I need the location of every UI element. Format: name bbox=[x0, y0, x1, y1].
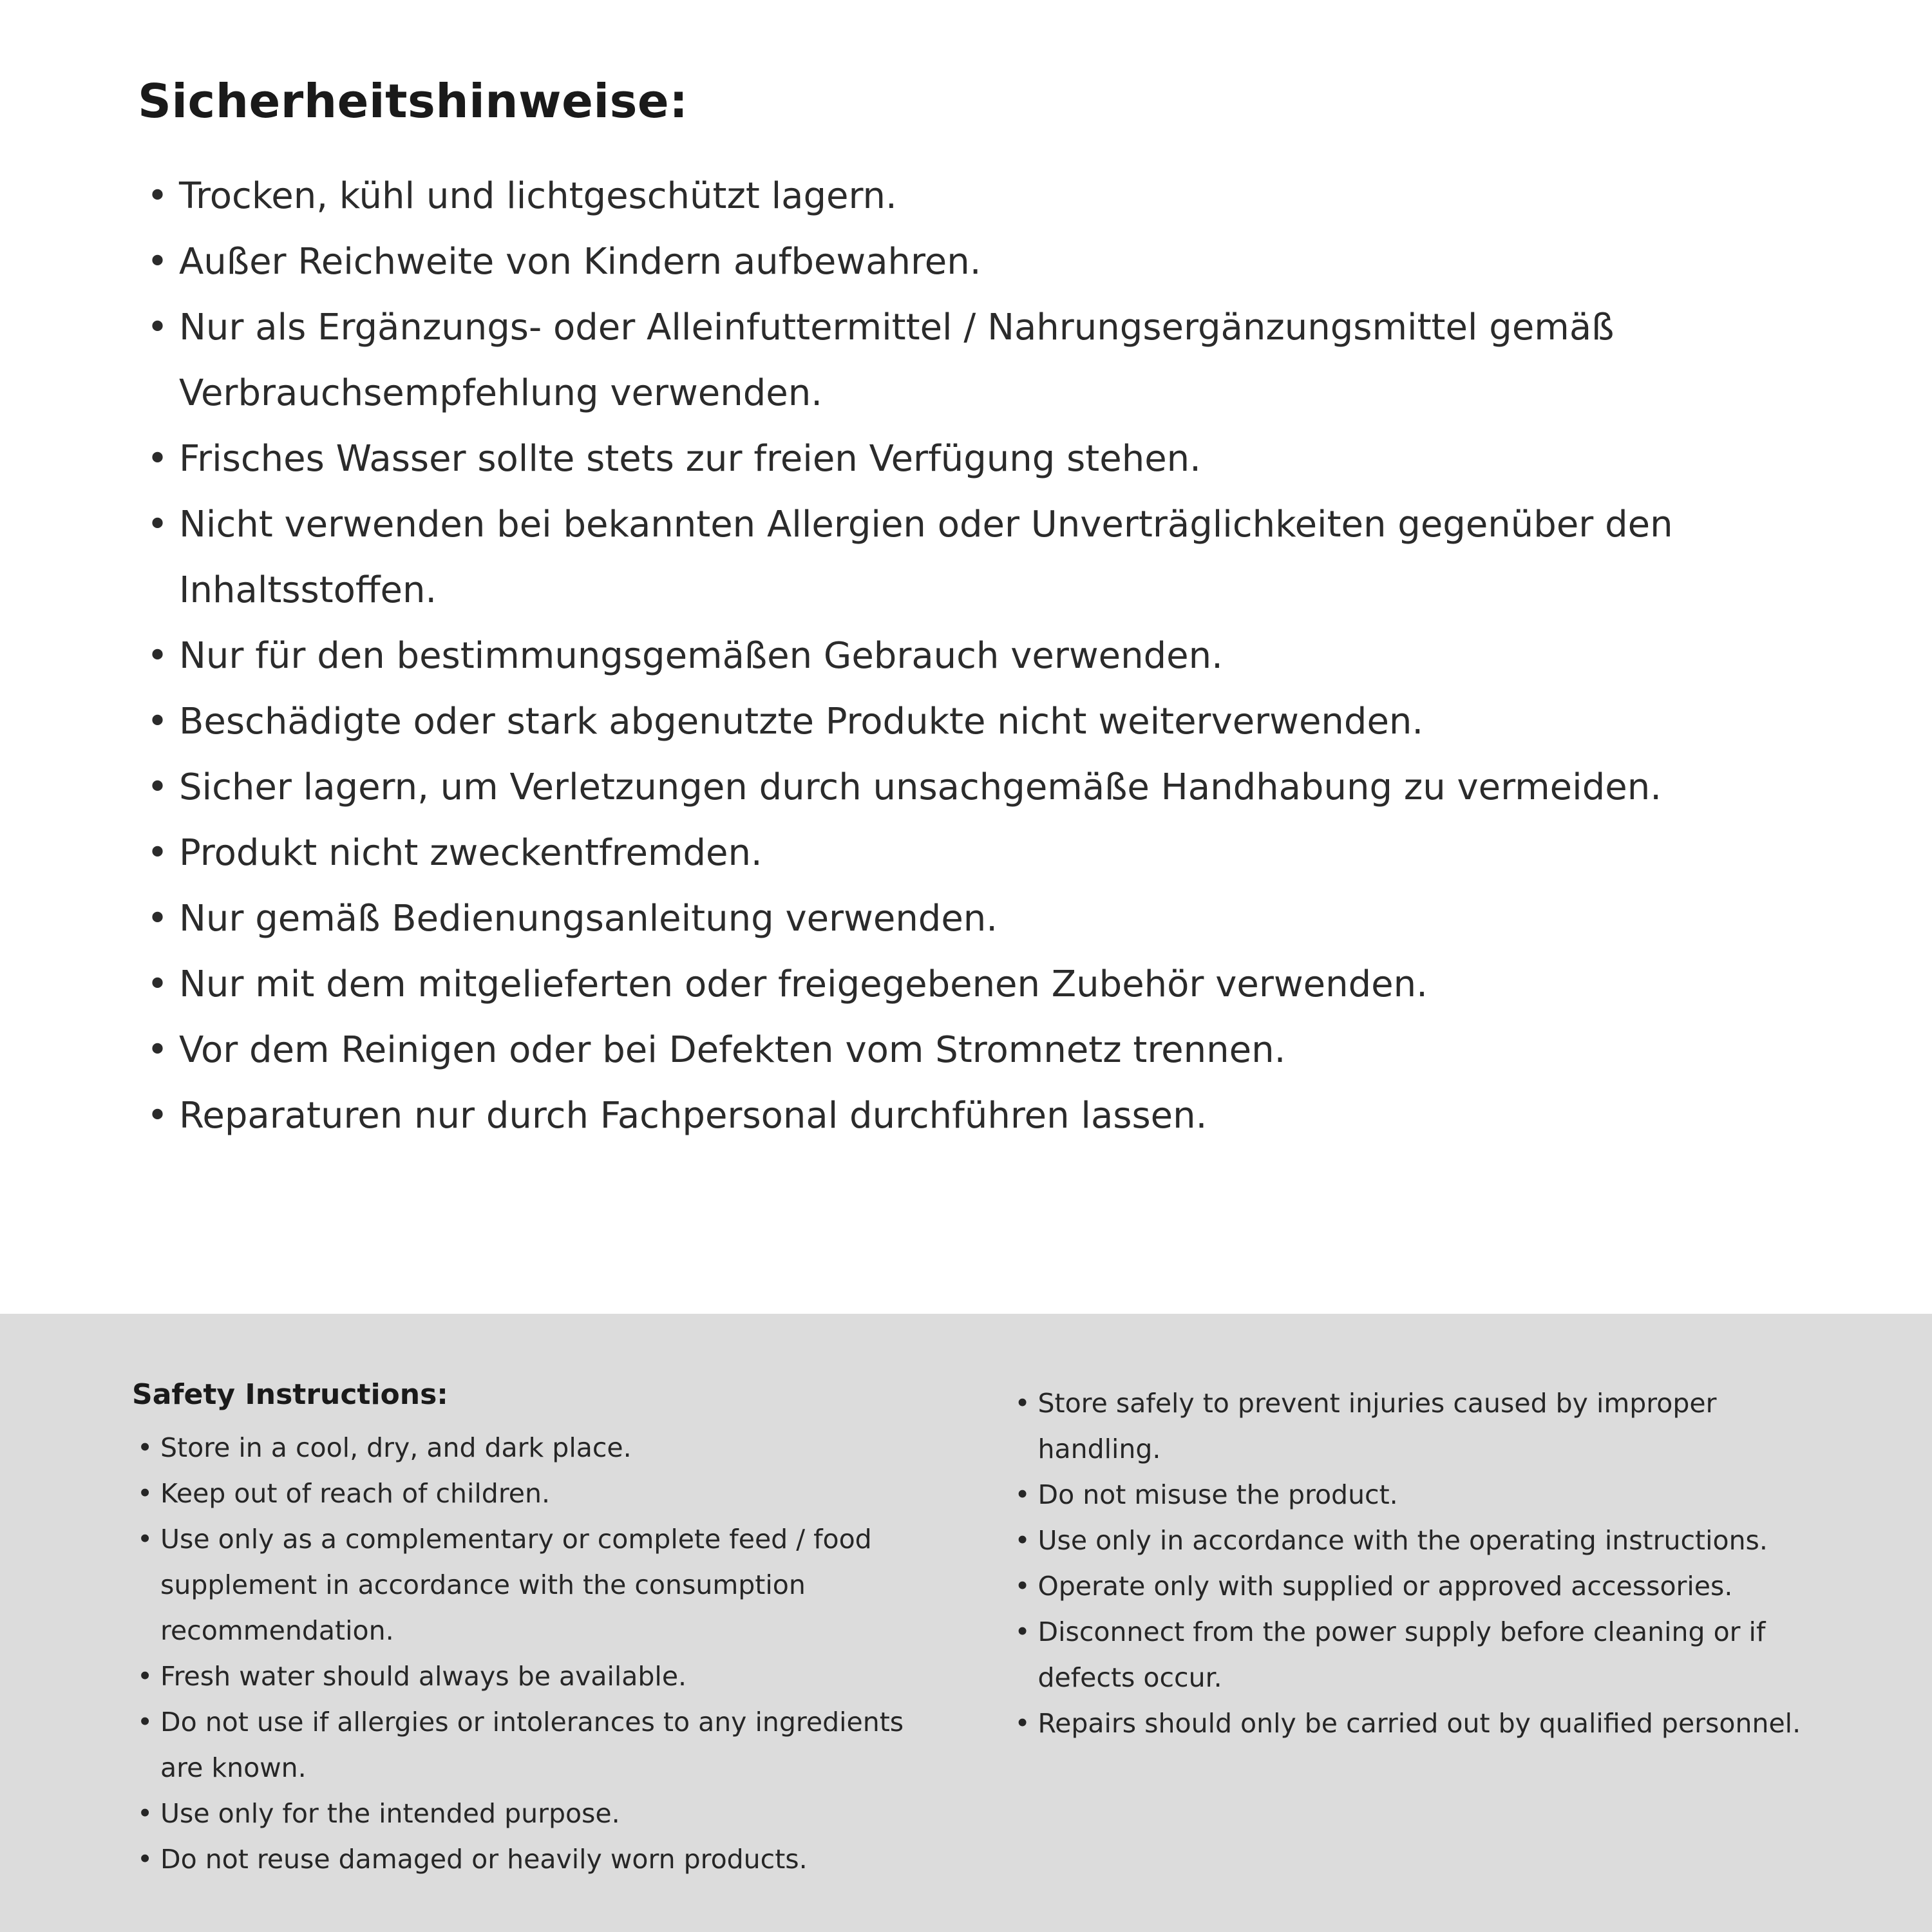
list-item-text: Nur gemäß Bedienungsanleitung verwenden. bbox=[179, 898, 998, 940]
list-item-text: Store in a cool, dry, and dark place. bbox=[160, 1432, 632, 1463]
list-item-text: Use only as a complementary or complete feed / food supplement in accordance with the consumption recommendation. bbox=[160, 1524, 872, 1646]
list-item-text: Reparaturen nur durch Fachpersonal durchführen lassen. bbox=[179, 1095, 1208, 1137]
german-section-title: Sicherheitshinweise: bbox=[138, 74, 688, 128]
list-item bbox=[138, 1083, 1810, 1149]
list-item-text: Nur als Ergänzungs- oder Alleinfuttermittel / Nahrungsergänzungsmittel gemäß Verbrauchsempfehlung verwenden. bbox=[179, 307, 1615, 414]
list-item-text: Frisches Wasser sollte stets zur freien Verfügung stehen. bbox=[179, 438, 1201, 480]
bullet-icon: • bbox=[137, 1478, 153, 1509]
bullet-icon: • bbox=[1014, 1388, 1030, 1419]
list-item-text: Repairs should only be carried out by qualified personnel. bbox=[1037, 1708, 1801, 1739]
list-item-text: Nur für den bestimmungsgemäßen Gebrauch verwenden. bbox=[179, 635, 1223, 677]
list-item bbox=[1010, 1472, 1830, 1518]
list-item-text: Nur mit dem mitgelieferten oder freigegebenen Zubehör verwenden. bbox=[179, 963, 1428, 1005]
list-item-text: Trocken, kühl und lichtgeschützt lagern. bbox=[179, 175, 897, 217]
list-item bbox=[1010, 1381, 1830, 1472]
list-item-text: Vor dem Reinigen oder bei Defekten vom Stromnetz trennen. bbox=[179, 1029, 1286, 1071]
list-item-text: Fresh water should always be available. bbox=[160, 1661, 687, 1692]
list-item-text: Sicher lagern, um Verletzungen durch unsachgemäße Handhabung zu vermeiden. bbox=[179, 766, 1662, 808]
bullet-icon: • bbox=[1014, 1571, 1030, 1602]
list-item bbox=[132, 1471, 952, 1517]
bullet-icon: • bbox=[147, 241, 169, 283]
list-item bbox=[132, 1837, 952, 1882]
bullet-icon: • bbox=[147, 701, 169, 743]
list-item bbox=[132, 1700, 952, 1791]
list-item-text: Außer Reichweite von Kindern aufbewahren. bbox=[179, 241, 981, 283]
list-item-text: Operate only with supplied or approved accessories. bbox=[1037, 1571, 1733, 1602]
list-item-text: Do not reuse damaged or heavily worn products. bbox=[160, 1844, 808, 1875]
german-safety-list bbox=[138, 164, 1810, 1149]
list-item bbox=[138, 295, 1810, 426]
list-item-text: Keep out of reach of children. bbox=[160, 1478, 551, 1509]
bullet-icon: • bbox=[1014, 1708, 1030, 1739]
list-item bbox=[138, 952, 1810, 1018]
list-item-text: Use only for the intended purpose. bbox=[160, 1798, 620, 1829]
bullet-icon: • bbox=[147, 504, 169, 545]
english-columns bbox=[132, 1378, 1829, 1882]
bullet-icon: • bbox=[137, 1844, 153, 1875]
english-section-title: Safety Instructions: bbox=[132, 1378, 448, 1411]
list-item bbox=[132, 1791, 952, 1837]
bullet-icon: • bbox=[147, 1029, 169, 1071]
bullet-icon: • bbox=[137, 1432, 153, 1463]
list-item bbox=[1010, 1701, 1830, 1747]
list-item-text: Beschädigte oder stark abgenutzte Produkte nicht weiterverwenden. bbox=[179, 701, 1424, 743]
bullet-icon: • bbox=[147, 175, 169, 217]
list-item-text: Do not misuse the product. bbox=[1037, 1479, 1398, 1510]
list-item bbox=[1010, 1518, 1830, 1564]
english-safety-list-left bbox=[132, 1425, 952, 1882]
list-item bbox=[132, 1654, 952, 1700]
list-item bbox=[138, 886, 1810, 952]
list-item-text: Nicht verwenden bei bekannten Allergien oder Unverträglichkeiten gegenüber den Inhaltsstoffen. bbox=[179, 504, 1673, 611]
bullet-icon: • bbox=[147, 898, 169, 940]
list-item-text: Disconnect from the power supply before cleaning or if defects occur. bbox=[1037, 1616, 1766, 1693]
bullet-icon: • bbox=[1014, 1616, 1030, 1647]
bullet-icon: • bbox=[147, 963, 169, 1005]
english-right-column bbox=[1010, 1378, 1830, 1882]
bullet-icon: • bbox=[137, 1707, 153, 1738]
list-item bbox=[138, 426, 1810, 492]
list-item bbox=[138, 492, 1810, 623]
bullet-icon: • bbox=[147, 307, 169, 348]
list-item bbox=[132, 1425, 952, 1471]
list-item-text: Produkt nicht zweckentfremden. bbox=[179, 832, 762, 874]
list-item bbox=[138, 229, 1810, 295]
list-item bbox=[1010, 1564, 1830, 1609]
list-item-text: Do not use if allergies or intolerances to any ingredients are known. bbox=[160, 1707, 904, 1783]
bullet-icon: • bbox=[137, 1524, 153, 1555]
bullet-icon: • bbox=[137, 1661, 153, 1692]
bullet-icon: • bbox=[147, 635, 169, 677]
list-item bbox=[138, 755, 1810, 820]
list-item bbox=[138, 164, 1810, 229]
bullet-icon: • bbox=[147, 438, 169, 480]
bullet-icon: • bbox=[147, 766, 169, 808]
list-item-text: Use only in accordance with the operating instructions. bbox=[1037, 1525, 1768, 1556]
bullet-icon: • bbox=[147, 1095, 169, 1137]
english-safety-section bbox=[0, 1314, 1932, 1932]
list-item bbox=[138, 689, 1810, 755]
list-item bbox=[138, 1018, 1810, 1083]
english-left-column bbox=[132, 1378, 952, 1882]
bullet-icon: • bbox=[1014, 1525, 1030, 1556]
list-item bbox=[132, 1517, 952, 1654]
list-item-text: Store safely to prevent injuries caused by improper handling. bbox=[1037, 1388, 1717, 1464]
list-item bbox=[138, 820, 1810, 886]
list-item bbox=[1010, 1609, 1830, 1701]
bullet-icon: • bbox=[137, 1798, 153, 1829]
list-item bbox=[138, 623, 1810, 689]
english-safety-list-right bbox=[1010, 1381, 1830, 1747]
bullet-icon: • bbox=[1014, 1479, 1030, 1510]
bullet-icon: • bbox=[147, 832, 169, 874]
